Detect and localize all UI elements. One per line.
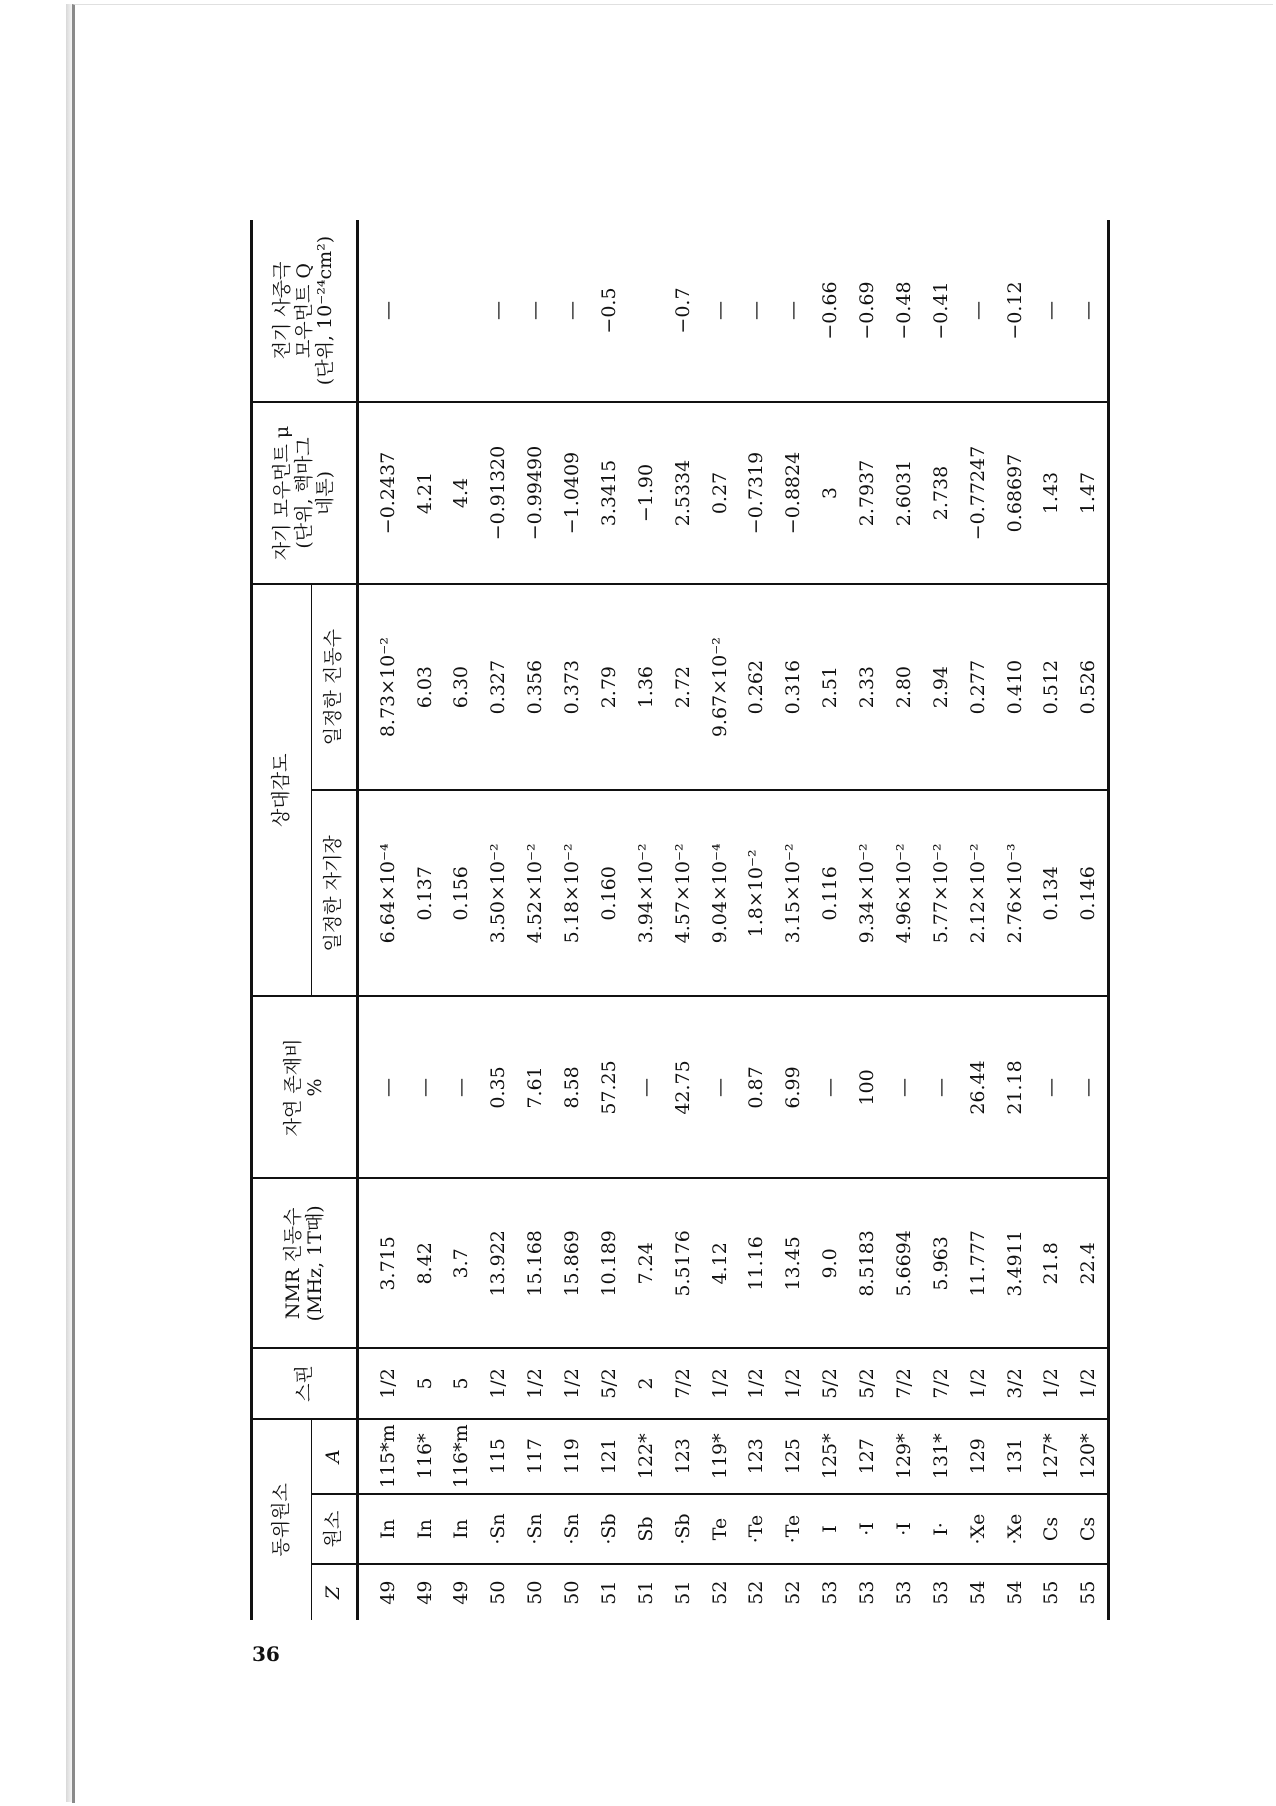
cell-sensitivity-fixed-field: 4.52×10⁻²: [517, 790, 554, 996]
header-nmr-frequency-line2: (MHz, 1T때): [303, 1205, 326, 1322]
cell-sensitivity-fixed-field: 9.34×10⁻²: [849, 790, 886, 996]
table-row: [664, 220, 701, 1620]
cell-element: Te: [701, 1494, 738, 1564]
cell-nmr-frequency: 15.168: [517, 1178, 554, 1348]
cell-natural-abundance: 6.99: [775, 996, 812, 1178]
cell-sensitivity-fixed-frequency: 0.262: [738, 584, 775, 790]
cell-mass-number: 131: [996, 1419, 1033, 1494]
cell-natural-abundance: —: [1033, 996, 1070, 1178]
cell-natural-abundance: —: [627, 996, 664, 1178]
cell-sensitivity-fixed-frequency: 2.72: [664, 584, 701, 790]
cell-natural-abundance: —: [812, 996, 849, 1178]
cell-sensitivity-fixed-field: 0.156: [443, 790, 480, 996]
cell-natural-abundance: 21.18: [996, 996, 1033, 1178]
cell-sensitivity-fixed-field: 0.134: [1033, 790, 1070, 996]
cell-element: ·Xe: [996, 1494, 1033, 1564]
cell-sensitivity-fixed-field: 5.77×10⁻²: [922, 790, 959, 996]
cell-natural-abundance: 0.87: [738, 996, 775, 1178]
cell-nmr-frequency: 8.5183: [849, 1178, 886, 1348]
cell-z: 51: [597, 1580, 620, 1605]
cell-mass-number: 123: [664, 1419, 701, 1494]
cell-mass-number: 125*: [812, 1419, 849, 1494]
cell-quadrupole-moment: —: [358, 220, 407, 402]
cell-sensitivity-fixed-frequency: 0.373: [554, 584, 591, 790]
cell-quadrupole-moment: −0.41: [922, 220, 959, 402]
cell-magnetic-moment: 2.5334: [664, 402, 701, 584]
cell-spin: 7/2: [886, 1348, 923, 1418]
cell-quadrupole-moment: [406, 220, 443, 402]
cell-spin: 2: [627, 1348, 664, 1418]
table-row: [775, 220, 812, 1620]
cell-element: ·Sn: [480, 1494, 517, 1564]
cell-natural-abundance: 57.25: [591, 996, 628, 1178]
cell-spin: 5: [443, 1348, 480, 1418]
cell-quadrupole-moment: —: [738, 220, 775, 402]
cell-sensitivity-fixed-frequency: 0.277: [959, 584, 996, 790]
cell-magnetic-moment: 2.738: [922, 402, 959, 584]
cell-magnetic-moment: −0.7319: [738, 402, 775, 584]
cell-mass-number: 131*: [922, 1419, 959, 1494]
cell-nmr-frequency: 22.4: [1070, 1178, 1109, 1348]
header-mass-number: A: [312, 1419, 358, 1494]
header-relative-sensitivity: 상대감도: [252, 584, 312, 996]
cell-sensitivity-fixed-frequency: 9.67×10⁻²: [701, 584, 738, 790]
cell-magnetic-moment: 2.7937: [849, 402, 886, 584]
cell-z: 55: [1077, 1580, 1100, 1605]
cell-sensitivity-fixed-field: 4.96×10⁻²: [886, 790, 923, 996]
header-quadrupole-moment-line2: 모우먼트 Q: [292, 263, 315, 359]
table-row: [701, 220, 738, 1620]
cell-quadrupole-moment: —: [775, 220, 812, 402]
cell-spin: 1/2: [480, 1348, 517, 1418]
cell-mass-number: 115: [480, 1419, 517, 1494]
cell-mass-number: 119*: [701, 1419, 738, 1494]
cell-spin: 1/2: [738, 1348, 775, 1418]
cell-quadrupole-moment: −0.66: [812, 220, 849, 402]
header-element: 원소: [312, 1494, 358, 1564]
cell-quadrupole-moment: —: [517, 220, 554, 402]
table-body: [358, 220, 1109, 1620]
cell-element: Cs: [1070, 1494, 1109, 1564]
table-row: [812, 220, 849, 1620]
cell-spin: 3/2: [996, 1348, 1033, 1418]
cell-mass-number: 129*: [886, 1419, 923, 1494]
cell-z: 49: [450, 1580, 473, 1605]
cell-magnetic-moment: −0.99490: [517, 402, 554, 584]
cell-quadrupole-moment: −0.48: [886, 220, 923, 402]
cell-sensitivity-fixed-frequency: 6.30: [443, 584, 480, 790]
cell-element: ·Sb: [591, 1494, 628, 1564]
cell-quadrupole-moment: −0.12: [996, 220, 1033, 402]
cell-z: 50: [487, 1580, 510, 1605]
cell-mass-number: 122*: [627, 1419, 664, 1494]
cell-nmr-frequency: 9.0: [812, 1178, 849, 1348]
cell-sensitivity-fixed-field: 2.76×10⁻³: [996, 790, 1033, 996]
header-quadrupole-moment: [252, 220, 358, 402]
cell-mass-number: 119: [554, 1419, 591, 1494]
cell-quadrupole-moment: −0.5: [591, 220, 628, 402]
cell-quadrupole-moment: −0.7: [664, 220, 701, 402]
cell-spin: 5/2: [812, 1348, 849, 1418]
nmr-table-rotated: [250, 220, 1110, 1620]
cell-sensitivity-fixed-field: 1.8×10⁻²: [738, 790, 775, 996]
cell-sensitivity-fixed-field: 0.137: [406, 790, 443, 996]
cell-sensitivity-fixed-frequency: 0.316: [775, 584, 812, 790]
cell-natural-abundance: —: [406, 996, 443, 1178]
cell-magnetic-moment: 1.43: [1033, 402, 1070, 584]
header-nmr-frequency: [252, 1178, 358, 1348]
table-row: [886, 220, 923, 1620]
table-row: [627, 220, 664, 1620]
cell-quadrupole-moment: —: [1033, 220, 1070, 402]
cell-spin: 1/2: [554, 1348, 591, 1418]
table-row: [554, 220, 591, 1620]
cell-sensitivity-fixed-field: 3.50×10⁻²: [480, 790, 517, 996]
table-row: [738, 220, 775, 1620]
cell-mass-number: 117: [517, 1419, 554, 1494]
header-magnetic-moment-line1: 자기 모우먼트 μ: [270, 425, 293, 561]
cell-magnetic-moment: 4.4: [443, 402, 480, 584]
header-nmr-frequency-line1: NMR 진동수: [281, 1207, 304, 1320]
cell-spin: 7/2: [664, 1348, 701, 1418]
table-row: [1033, 220, 1070, 1620]
cell-sensitivity-fixed-frequency: 8.73×10⁻²: [358, 584, 407, 790]
cell-element: ·Sb: [664, 1494, 701, 1564]
cell-magnetic-moment: 4.21: [406, 402, 443, 584]
cell-spin: 1/2: [1070, 1348, 1109, 1418]
cell-z: 51: [634, 1580, 657, 1605]
header-spin: 스핀: [252, 1348, 358, 1418]
cell-z: 52: [782, 1580, 805, 1605]
cell-sensitivity-fixed-field: 2.12×10⁻²: [959, 790, 996, 996]
cell-magnetic-moment: −0.91320: [480, 402, 517, 584]
table-row: [591, 220, 628, 1620]
cell-nmr-frequency: 5.6694: [886, 1178, 923, 1348]
cell-nmr-frequency: 15.869: [554, 1178, 591, 1348]
cell-quadrupole-moment: —: [554, 220, 591, 402]
cell-z: 49: [413, 1580, 436, 1605]
cell-sensitivity-fixed-frequency: 2.79: [591, 584, 628, 790]
cell-magnetic-moment: 3.3415: [591, 402, 628, 584]
cell-element: ·Xe: [959, 1494, 996, 1564]
cell-natural-abundance: 42.75: [664, 996, 701, 1178]
cell-z: 50: [524, 1580, 547, 1605]
cell-sensitivity-fixed-frequency: 2.33: [849, 584, 886, 790]
cell-sensitivity-fixed-field: 3.15×10⁻²: [775, 790, 812, 996]
cell-z: 53: [856, 1580, 879, 1605]
cell-spin: 5/2: [849, 1348, 886, 1418]
cell-natural-abundance: —: [701, 996, 738, 1178]
cell-element: In: [406, 1494, 443, 1564]
cell-z: 53: [819, 1580, 842, 1605]
table-row: [1070, 220, 1109, 1620]
cell-quadrupole-moment: [627, 220, 664, 402]
cell-sensitivity-fixed-field: 0.160: [591, 790, 628, 996]
cell-magnetic-moment: −0.8824: [775, 402, 812, 584]
table-row: [443, 220, 480, 1620]
cell-sensitivity-fixed-frequency: 6.03: [406, 584, 443, 790]
table-row: [922, 220, 959, 1620]
cell-sensitivity-fixed-frequency: 2.51: [812, 584, 849, 790]
cell-natural-abundance: 0.35: [480, 996, 517, 1178]
cell-quadrupole-moment: [443, 220, 480, 402]
cell-z: 52: [745, 1580, 768, 1605]
cell-sensitivity-fixed-field: 4.57×10⁻²: [664, 790, 701, 996]
cell-element: ·Te: [738, 1494, 775, 1564]
cell-element: I: [812, 1494, 849, 1564]
header-quadrupole-moment-line3: (단위, 10⁻²⁴cm²): [314, 235, 337, 386]
cell-element: In: [358, 1494, 407, 1564]
cell-nmr-frequency: 8.42: [406, 1178, 443, 1348]
cell-mass-number: 116*m: [443, 1419, 480, 1494]
cell-mass-number: 123: [738, 1419, 775, 1494]
cell-nmr-frequency: 3.715: [358, 1178, 407, 1348]
cell-z: 50: [561, 1580, 584, 1605]
cell-nmr-frequency: 7.24: [627, 1178, 664, 1348]
cell-sensitivity-fixed-field: 6.64×10⁻⁴: [358, 790, 407, 996]
cell-element: Sb: [627, 1494, 664, 1564]
cell-spin: 1/2: [775, 1348, 812, 1418]
cell-nmr-frequency: 5.963: [922, 1178, 959, 1348]
cell-z: 49: [376, 1580, 399, 1605]
cell-sensitivity-fixed-frequency: 0.526: [1070, 584, 1109, 790]
cell-z: 53: [892, 1580, 915, 1605]
cell-sensitivity-fixed-frequency: 0.327: [480, 584, 517, 790]
cell-z: 53: [929, 1580, 952, 1605]
cell-natural-abundance: 8.58: [554, 996, 591, 1178]
header-quadrupole-moment-line1: 전기 사중극: [270, 261, 293, 360]
cell-magnetic-moment: 3: [812, 402, 849, 584]
header-magnetic-moment-line2: (단위, 핵마그: [292, 437, 315, 549]
cell-spin: 5: [406, 1348, 443, 1418]
cell-sensitivity-fixed-frequency: 0.512: [1033, 584, 1070, 790]
cell-magnetic-moment: −0.2437: [358, 402, 407, 584]
cell-z: 52: [708, 1580, 731, 1605]
cell-spin: 1/2: [959, 1348, 996, 1418]
cell-mass-number: 120*: [1070, 1419, 1109, 1494]
cell-natural-abundance: —: [886, 996, 923, 1178]
cell-element: ·Te: [775, 1494, 812, 1564]
cell-quadrupole-moment: −0.69: [849, 220, 886, 402]
cell-element: ·Sn: [554, 1494, 591, 1564]
cell-mass-number: 127*: [1033, 1419, 1070, 1494]
table-row: [996, 220, 1033, 1620]
header-natural-abundance-line1: 자연 존재비: [281, 1038, 304, 1137]
table-row: [517, 220, 554, 1620]
header-magnetic-moment-line3: 네톤): [314, 470, 337, 516]
cell-sensitivity-fixed-frequency: 0.356: [517, 584, 554, 790]
cell-natural-abundance: —: [358, 996, 407, 1178]
header-sensitivity-fixed-field: 일정한 자기장: [312, 790, 358, 996]
cell-magnetic-moment: 2.6031: [886, 402, 923, 584]
cell-magnetic-moment: 1.47: [1070, 402, 1109, 584]
cell-mass-number: 129: [959, 1419, 996, 1494]
cell-nmr-frequency: 3.4911: [996, 1178, 1033, 1348]
cell-magnetic-moment: 0.68697: [996, 402, 1033, 584]
cell-z: 51: [671, 1580, 694, 1605]
cell-natural-abundance: 100: [849, 996, 886, 1178]
cell-mass-number: 121: [591, 1419, 628, 1494]
cell-mass-number: 115*m: [358, 1419, 407, 1494]
cell-natural-abundance: 7.61: [517, 996, 554, 1178]
cell-natural-abundance: —: [922, 996, 959, 1178]
header-z: Z: [322, 1586, 345, 1600]
table-row: [480, 220, 517, 1620]
cell-mass-number: 125: [775, 1419, 812, 1494]
cell-mass-number: 127: [849, 1419, 886, 1494]
header-isotope-group: 동위원소: [252, 1419, 312, 1620]
cell-magnetic-moment: −1.90: [627, 402, 664, 584]
table-row: [406, 220, 443, 1620]
cell-nmr-frequency: 10.189: [591, 1178, 628, 1348]
cell-z: 54: [1003, 1580, 1026, 1605]
cell-sensitivity-fixed-field: 0.116: [812, 790, 849, 996]
nmr-isotope-table: [250, 220, 1110, 1620]
cell-sensitivity-fixed-frequency: 2.80: [886, 584, 923, 790]
cell-nmr-frequency: 13.922: [480, 1178, 517, 1348]
cell-element: ·I: [886, 1494, 923, 1564]
table-row: [849, 220, 886, 1620]
cell-spin: 1/2: [1033, 1348, 1070, 1418]
cell-quadrupole-moment: —: [1070, 220, 1109, 402]
header-natural-abundance-line2: %: [303, 1078, 326, 1097]
cell-sensitivity-fixed-field: 5.18×10⁻²: [554, 790, 591, 996]
table-row: [358, 220, 407, 1620]
cell-sensitivity-fixed-field: 3.94×10⁻²: [627, 790, 664, 996]
cell-mass-number: 116*: [406, 1419, 443, 1494]
cell-nmr-frequency: 5.5176: [664, 1178, 701, 1348]
cell-z: 55: [1040, 1580, 1063, 1605]
cell-natural-abundance: —: [1070, 996, 1109, 1178]
cell-quadrupole-moment: —: [701, 220, 738, 402]
cell-sensitivity-fixed-field: 9.04×10⁻⁴: [701, 790, 738, 996]
cell-nmr-frequency: 11.16: [738, 1178, 775, 1348]
cell-natural-abundance: —: [443, 996, 480, 1178]
page-number: 36: [252, 1642, 280, 1666]
cell-sensitivity-fixed-frequency: 2.94: [922, 584, 959, 790]
cell-magnetic-moment: −0.77247: [959, 402, 996, 584]
header-sensitivity-fixed-frequency: 일정한 진동수: [312, 584, 358, 790]
cell-element: ·I: [849, 1494, 886, 1564]
cell-magnetic-moment: −1.0409: [554, 402, 591, 584]
cell-sensitivity-fixed-field: 0.146: [1070, 790, 1109, 996]
cell-spin: 1/2: [701, 1348, 738, 1418]
header-magnetic-moment: [252, 402, 358, 584]
table-row: [959, 220, 996, 1620]
cell-z: 54: [966, 1580, 989, 1605]
table-header: [252, 220, 358, 1620]
cell-spin: 1/2: [517, 1348, 554, 1418]
cell-magnetic-moment: 0.27: [701, 402, 738, 584]
cell-sensitivity-fixed-frequency: 1.36: [627, 584, 664, 790]
cell-natural-abundance: 26.44: [959, 996, 996, 1178]
cell-sensitivity-fixed-frequency: 0.410: [996, 584, 1033, 790]
cell-spin: 7/2: [922, 1348, 959, 1418]
cell-spin: 5/2: [591, 1348, 628, 1418]
cell-quadrupole-moment: —: [959, 220, 996, 402]
cell-nmr-frequency: 11.777: [959, 1178, 996, 1348]
header-natural-abundance: [252, 996, 358, 1178]
cell-element: Cs: [1033, 1494, 1070, 1564]
cell-element: In: [443, 1494, 480, 1564]
cell-element: I·: [922, 1494, 959, 1564]
cell-element: ·Sn: [517, 1494, 554, 1564]
cell-nmr-frequency: 3.7: [443, 1178, 480, 1348]
cell-nmr-frequency: 21.8: [1033, 1178, 1070, 1348]
cell-quadrupole-moment: —: [480, 220, 517, 402]
cell-nmr-frequency: 4.12: [701, 1178, 738, 1348]
cell-spin: 1/2: [358, 1348, 407, 1418]
cell-nmr-frequency: 13.45: [775, 1178, 812, 1348]
